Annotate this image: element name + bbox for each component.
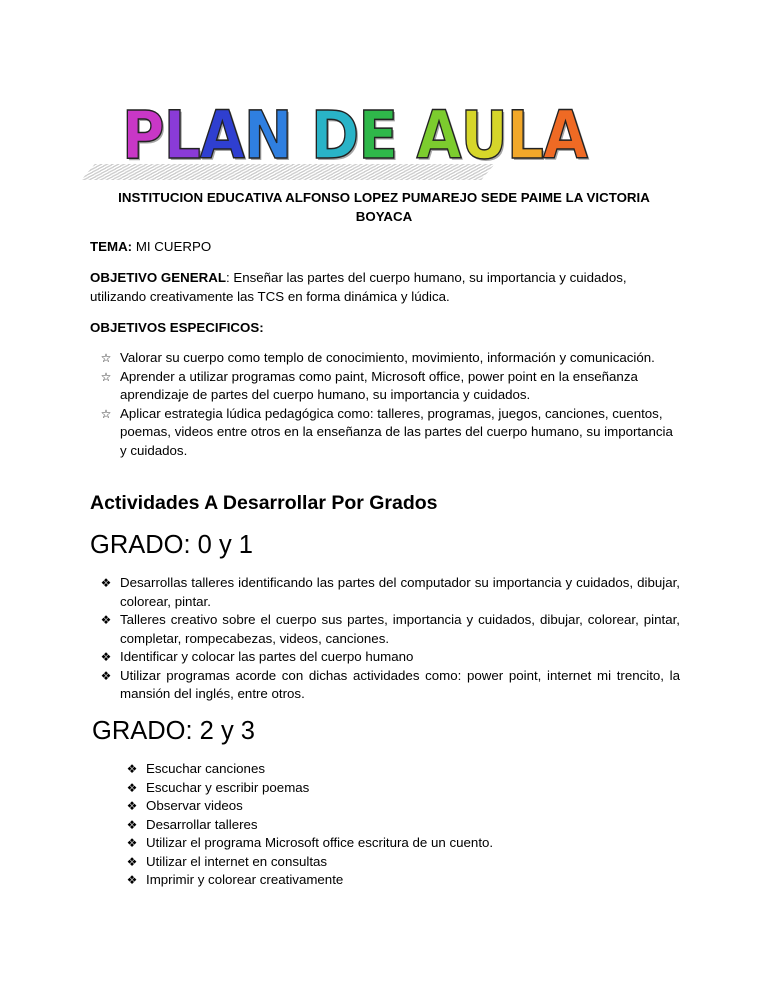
list-item [90, 667, 680, 704]
star-outline-icon: ☆ [100, 369, 112, 384]
list-item [116, 779, 616, 798]
star-outline-icon: ☆ [100, 406, 112, 421]
diamond-bullet-icon: ❖ [100, 613, 112, 627]
list-item-text: Utilizar el programa Microsoft office escritura de un cuento. [146, 835, 494, 850]
title-letter: A [416, 97, 461, 174]
list-item-text: Observar videos [146, 798, 243, 813]
list-item-text: Aprender a utilizar programas como paint, Microsoft office, power point en la enseñanza aprendizaje de partes del cuerpo humano, su importancia y cuidados. [120, 368, 638, 402]
grado-2-3-list [116, 760, 616, 890]
list-item [90, 405, 680, 461]
objetivos-especificos-list [90, 349, 680, 460]
tema-label: TEMA: [90, 239, 133, 254]
grado-2-3-heading: GRADO: 2 y 3 [92, 717, 255, 745]
title-letter [397, 98, 416, 174]
list-item [116, 760, 616, 779]
tema-line [90, 237, 690, 256]
objetivos-especificos-label: OBJETIVOS ESPECIFICOS: [90, 320, 264, 335]
page-title [122, 98, 587, 174]
list-item [90, 648, 680, 667]
diamond-bullet-icon: ❖ [126, 836, 138, 850]
diamond-bullet-icon: ❖ [126, 854, 138, 869]
diamond-bullet-icon: ❖ [126, 780, 138, 795]
wordart-title [88, 97, 588, 180]
list-item-text: Identificar y colocar las partes del cuerpo humano [120, 649, 414, 664]
title-letter: A [199, 97, 244, 174]
list-item [116, 816, 616, 835]
list-item-text: Aplicar estrategia lúdica pedagógica como: talleres, programas, juegos, canciones, cuentos, poemas, videos entre otros en la enseñanza de las partes del cuerpo humano, su importancia y cuidados. [120, 405, 673, 458]
title-letter [292, 98, 311, 174]
list-item [90, 611, 680, 648]
list-item-text: Escuchar y escribir poemas [146, 779, 310, 795]
diamond-bullet-icon: ❖ [126, 762, 138, 776]
tema-value: MI CUERPO [135, 239, 212, 254]
list-item [116, 853, 616, 872]
list-item-text: Desarrollas talleres identificando las partes del computador su importancia y cuidados, dibujar, colorear, pintar. [120, 575, 680, 609]
grado-0-1-list [90, 574, 680, 704]
list-item [116, 834, 616, 853]
title-letter: P [122, 97, 164, 174]
list-item-text: Utilizar programas acorde con dichas actividades como: power point, internet mi trencito, la mansión del inglés, entre otros. [120, 667, 680, 701]
diamond-bullet-icon: ❖ [100, 576, 112, 590]
diamond-bullet-icon: ❖ [126, 873, 138, 887]
objetivo-general-label: OBJETIVO GENERAL [90, 270, 226, 285]
list-item-text: Utilizar el internet en consultas [146, 853, 328, 869]
title-letter: A [542, 97, 588, 174]
title-letter: N [243, 97, 292, 174]
list-item-text: Escuchar canciones [146, 761, 265, 776]
institution-name: INSTITUCION EDUCATIVA ALFONSO LOPEZ PUMAREJO SEDE PAIME LA VICTORIA BOYACA [118, 190, 650, 224]
actividades-heading: Actividades A Desarrollar Por Grados [90, 492, 438, 514]
list-item [90, 574, 680, 611]
list-item [116, 797, 616, 816]
objetivo-general [90, 268, 670, 306]
title-letter: U [460, 97, 507, 174]
title-letter: E [358, 97, 398, 174]
title-letter: L [506, 97, 543, 174]
list-item-text: Desarrollar talleres [146, 816, 258, 832]
objetivo-general-text: : Enseñar las partes del cuerpo humano, su importancia y cuidados, utilizando creativamente las TCS en forma dinámica y lúdica. [90, 270, 627, 304]
diamond-bullet-icon: ❖ [100, 650, 112, 664]
list-item [90, 349, 680, 368]
list-item-text: Valorar su cuerpo como templo de conocimiento, movimiento, información y comunicación. [120, 350, 655, 365]
list-item [90, 368, 680, 405]
list-item-text: Talleres creativo sobre el cuerpo sus partes, importancia y cuidados, dibujar, colorear, pintar, completar, rompecabezas, videos, canciones. [120, 612, 680, 646]
list-item-text: Imprimir y colorear creativamente [146, 872, 344, 887]
grado-0-1-heading: GRADO: 0 y 1 [90, 531, 253, 559]
diamond-bullet-icon: ❖ [100, 668, 112, 683]
diamond-bullet-icon: ❖ [126, 817, 138, 832]
title-letter: D [310, 97, 359, 174]
title-letter: L [163, 97, 200, 174]
diamond-bullet-icon: ❖ [126, 799, 138, 813]
star-outline-icon: ☆ [100, 351, 112, 365]
objetivos-especificos-heading [90, 318, 690, 337]
list-item [116, 871, 616, 890]
